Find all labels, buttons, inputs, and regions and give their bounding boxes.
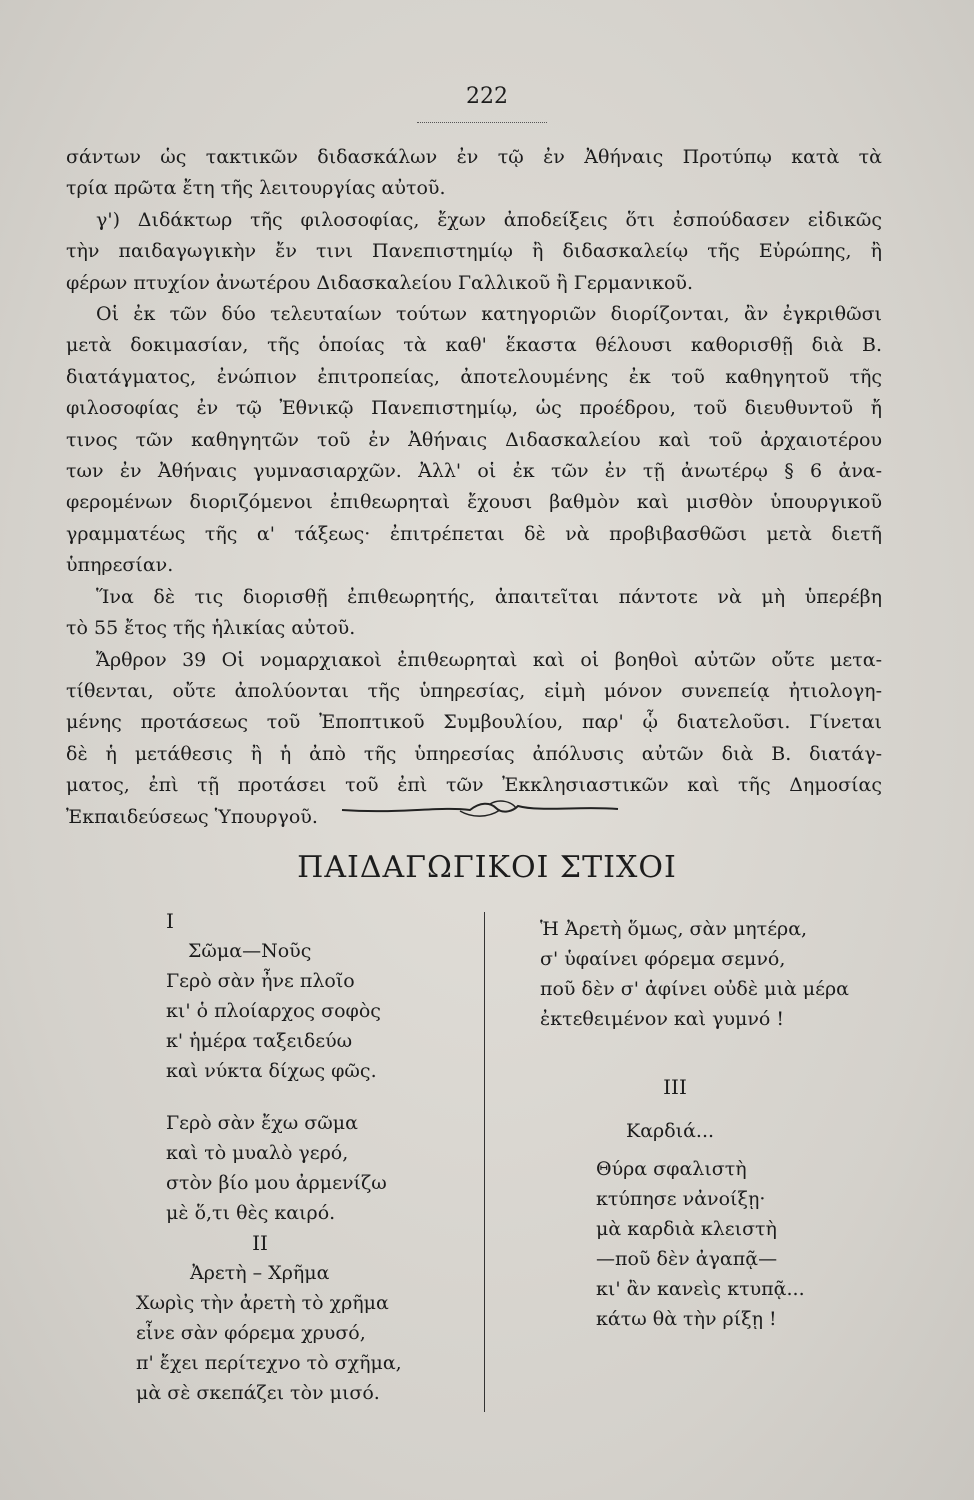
body-line: σάντων ὡς τακτικῶν διδασκάλων ἐν τῷ ἐν Ἀθήναις Προτύπῳ κατὰ τὰ bbox=[66, 146, 882, 168]
ornament-divider bbox=[340, 796, 620, 822]
section-subtitle: Ἀρετὴ – Χρῆμα bbox=[190, 1262, 330, 1284]
poem-line: Γερὸ σὰν ἔχω σῶμα bbox=[166, 1112, 358, 1134]
header-rule bbox=[417, 122, 547, 123]
poem-line: κι' ὁ πλοίαρχος σοφὸς bbox=[166, 1000, 381, 1022]
poem-line: π' ἔχει περίτεχνο τὸ σχῆμα, bbox=[136, 1352, 402, 1374]
body-line: φέρων πτυχίον ἀνωτέρου Διδασκαλείου Γαλλικοῦ ἢ Γερμανικοῦ. bbox=[66, 271, 693, 294]
body-line: διατάγματος, ἐνώπιον ἐπιτροπείας, ἀποτελουμένης ἐκ τοῦ καθηγητοῦ τῆς bbox=[66, 365, 882, 388]
body-line: Ἐκπαιδεύσεως Ὑπουργοῦ. bbox=[66, 805, 318, 828]
poem-line: μὰ καρδιὰ κλειστὴ bbox=[596, 1218, 777, 1240]
body-line: Ἄρθρον 39 Οἱ νομαρχιακοὶ ἐπιθεωρηταὶ καὶ οἱ βοηθοὶ αὐτῶν οὔτε μετα- bbox=[96, 648, 882, 671]
body-line: δὲ ἡ μετάθεσις ἢ ἡ ἀπὸ τῆς ὑπηρεσίας ἀπόλυσις αὐτῶν διὰ Β. διατάγ- bbox=[66, 742, 882, 765]
poem-line: ποῦ δὲν σ' ἀφίνει οὐδὲ μιὰ μέρα bbox=[540, 978, 849, 1000]
body-line: μένης προτάσεως τοῦ Ἐποπτικοῦ Συμβουλίου, παρ' ᾧ διατελοῦσι. Γίνεται bbox=[66, 711, 882, 734]
poem-line: Ἡ Ἀρετὴ ὅμως, σὰν μητέρα, bbox=[540, 918, 808, 940]
poem-line: ἐκτεθειμένον καὶ γυμνό ! bbox=[540, 1008, 785, 1030]
stanza-gap bbox=[110, 1086, 440, 1108]
poem-line: κ' ἡμέρα ταξειδεύω bbox=[166, 1030, 353, 1052]
body-line: ματος, ἐπὶ τῇ προτάσει τοῦ ἐπὶ τῶν Ἐκκλησιαστικῶν καὶ τῆς Δημοσίας bbox=[66, 774, 882, 797]
body-line: γ') Διδάκτωρ τῆς φιλοσοφίας, ἔχων ἀποδείξεις ὅτι ἐσπούδασεν εἰδικῶς bbox=[96, 208, 882, 231]
section-subtitle: Σῶμα—Νοῦς bbox=[188, 940, 312, 962]
column-divider bbox=[484, 912, 485, 1412]
body-line: μετὰ δοκιμασίαν, τῆς ὁποίας τὰ καθ' ἕκαστα θέλουσι καθορισθῇ διὰ Β. bbox=[66, 334, 882, 357]
poem-line: κάτω θὰ τὴν ρίξῃ ! bbox=[596, 1308, 777, 1330]
poem-line: —ποῦ δὲν ἀγαπᾷ— bbox=[596, 1248, 778, 1270]
poem-line: μὰ σὲ σκεπάζει τὸν μισό. bbox=[136, 1382, 380, 1404]
page-number: 222 bbox=[466, 84, 508, 109]
body-line: ὑπηρεσίαν. bbox=[66, 554, 174, 577]
stanza-gap bbox=[530, 1102, 890, 1116]
stanza-gap bbox=[530, 1146, 890, 1154]
body-line: Ἵνα δὲ τις διορισθῇ ἐπιθεωρητής, ἀπαιτεῖται πάντοτε νὰ μὴ ὑπερέβη bbox=[96, 585, 882, 608]
poem-line: Γερὸ σὰν ἦνε πλοῖο bbox=[166, 970, 355, 992]
poem-line: στὸν βίο μου ἀρμενίζω bbox=[166, 1172, 387, 1194]
poem-line: κτύπησε νἀνοίξῃ· bbox=[596, 1188, 766, 1210]
body-line: φερομένων διοριζόμενοι ἐπιθεωρηταὶ ἔχουσι βαθμὸν καὶ μισθὸν ὑπουργικοῦ bbox=[66, 491, 882, 514]
body-line: τὸ 55 ἔτος τῆς ἡλικίας αὐτοῦ. bbox=[66, 617, 356, 640]
poem-line: εἶνε σὰν φόρεμα χρυσό, bbox=[136, 1322, 366, 1344]
poem-line: κι' ἂν κανεὶς κτυπᾷ... bbox=[596, 1278, 805, 1300]
body-line: τίθενται, οὔτε ἀπολύονται τῆς ὑπηρεσίας, εἰμὴ μόνον συνεπείᾳ ἠτιολογη- bbox=[66, 679, 882, 702]
body-line: τρία πρῶτα ἔτη τῆς λειτουργίας αὐτοῦ. bbox=[66, 177, 446, 200]
poem-line: Θύρα σφαλιστὴ bbox=[596, 1158, 747, 1180]
body-text bbox=[66, 142, 882, 833]
poem-title: ΠΑΙΔΑΓΩΓΙΚΟΙ ΣΤΙΧΟΙ bbox=[297, 850, 677, 885]
section-numeral: III bbox=[663, 1075, 687, 1099]
poem-left-column bbox=[110, 906, 440, 1408]
poem-line: καὶ τὸ μυαλὸ γερό, bbox=[166, 1142, 349, 1164]
section-numeral: I bbox=[166, 909, 174, 933]
body-line: φιλοσοφίας ἐν τῷ Ἐθνικῷ Πανεπιστημίῳ, ὡς προέδρου, τοῦ διευθυντοῦ ἤ bbox=[66, 397, 882, 420]
poem-line: καὶ νύκτα δίχως φῶς. bbox=[166, 1060, 377, 1082]
section-subtitle: Καρδιά... bbox=[626, 1120, 715, 1142]
poem-line: σ' ὑφαίνει φόρεμα σεμνό, bbox=[540, 948, 786, 970]
poem-right-column bbox=[530, 914, 890, 1334]
body-line: γραμματέως τῆς α' τάξεως· ἐπιτρέπεται δὲ νὰ προβιβασθῶσι μετὰ διετῆ bbox=[66, 522, 882, 545]
stanza-gap bbox=[530, 1034, 890, 1072]
body-line: τινος τῶν καθηγητῶν τοῦ ἐν Ἀθήναις Διδασκαλείου καὶ τοῦ ἀρχαιοτέρου bbox=[66, 428, 882, 451]
section-numeral: II bbox=[252, 1231, 268, 1255]
poem-line: Χωρὶς τὴν ἀρετὴ τὸ χρῆμα bbox=[136, 1292, 389, 1314]
poem-line: μὲ ὅ,τι θὲς καιρό. bbox=[166, 1202, 336, 1224]
body-line: των ἐν Ἀθήναις γυμνασιαρχῶν. Ἀλλ' οἱ ἐκ τῶν ἐν τῇ ἀνωτέρῳ § 6 ἀνα- bbox=[66, 460, 882, 483]
body-line: Οἱ ἐκ τῶν δύο τελευταίων τούτων κατηγοριῶν διορίζονται, ἂν ἐγκριθῶσι bbox=[96, 303, 882, 326]
body-line: τὴν παιδαγωγικὴν ἔν τινι Πανεπιστημίῳ ἢ διδασκαλείῳ τῆς Εὐρώπης, ἢ bbox=[66, 240, 882, 263]
